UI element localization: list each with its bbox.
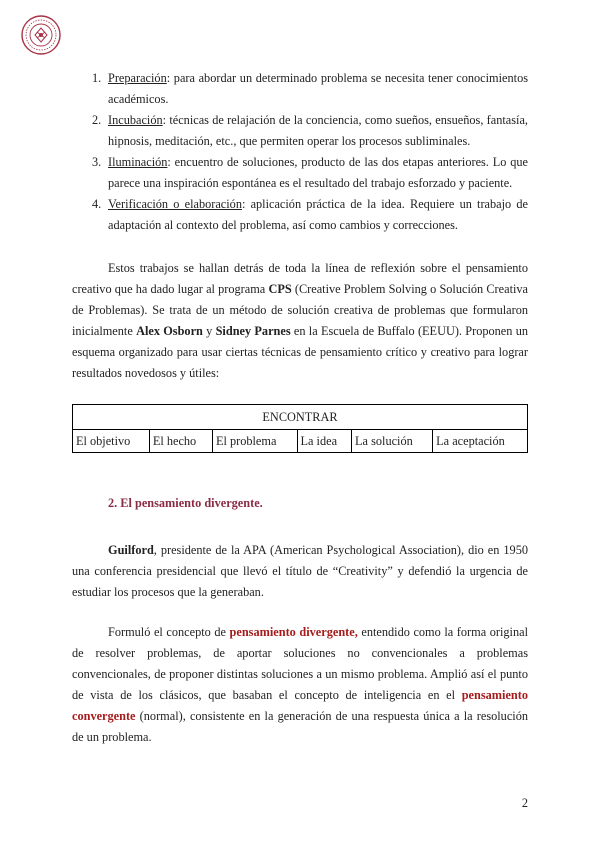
cps-table [72, 404, 528, 453]
cps-text: y [202, 324, 216, 338]
phase-number: 4. [92, 197, 102, 211]
phase-number: 2. [92, 113, 102, 127]
guilford-name: Guilford [108, 543, 154, 557]
guilford-paragraph [72, 540, 528, 603]
phase-item [72, 110, 528, 152]
table-cell: La aceptación [433, 430, 528, 453]
table-cell: El objetivo [73, 430, 150, 453]
phase-text: : técnicas de relajación de la conciencia, como sueños, ensueños, fantasía, hipnosis, meditación, etc., que permiten operar los procesos subliminales. [108, 113, 528, 148]
page-number: 2 [521, 796, 528, 810]
phase-item [72, 152, 528, 194]
cps-text: Estos trabajos se hallan detrás de toda la línea de reflexión sobre el pensamiento creativo que ha dado lugar al programa [72, 261, 528, 296]
convergent-term: pensamiento convergente [72, 688, 528, 723]
cps-acronym: CPS [268, 282, 292, 296]
author-parnes: Sidney Parnes [215, 324, 291, 338]
phase-term: Preparación [108, 71, 167, 85]
phase-term: Incubación [108, 113, 163, 127]
table-cell: El problema [212, 430, 297, 453]
divergent-term: pensamiento divergente, [229, 625, 358, 639]
cps-text: (Creative Problem Solving o Solución Creativa de Problemas). Se trata de un método de solución creativa de problemas que formularon inicialmente [72, 282, 529, 338]
divergent-paragraph [72, 622, 528, 748]
phase-number: 1. [92, 71, 102, 85]
divergent-text: Formuló el concepto de [108, 625, 230, 639]
guilford-text: , presidente de la APA (American Psychological Association), dio en 1950 una conferencia presidencial que llevó el título de “Creativity” y defendió la urgencia de estudiar los procesos que la generaban. [72, 543, 528, 599]
university-seal-icon [20, 14, 62, 56]
phase-term: Verificación o elaboración [108, 197, 242, 211]
divergent-text: entendido como la forma original de resolver problemas, de aportar soluciones no convencionales a problemas convencionales, de proponer distintas soluciones a un mismo problema. Amplió así el punto de vista de los clásicos, que basaban el concepto de inteligencia en el [72, 625, 528, 702]
table-header: ENCONTRAR [73, 405, 528, 430]
phase-term: Iluminación [108, 155, 168, 169]
phase-text: : aplicación práctica de la idea. Requiere un trabajo de adaptación al contexto del problema, así como cambios y correcciones. [108, 197, 528, 232]
phase-item [72, 68, 528, 110]
cps-text: en la Escuela de Buffalo (EEUU). Proponen un esquema organizado para usar ciertas técnicas de pensamiento crítico y creativo para lograr resultados novedosos y útiles: [72, 324, 528, 380]
author-osborn: Alex Osborn [136, 324, 203, 338]
creative-phases-list [72, 68, 528, 236]
section-title: 2. El pensamiento divergente. [108, 496, 263, 510]
phase-text: : para abordar un determinado problema se necesita tener conocimientos académicos. [108, 71, 528, 106]
phase-item [72, 194, 528, 236]
phase-text: : encuentro de soluciones, producto de las dos etapas anteriores. Lo que parece una inspiración espontánea es el resultado del trabajo esforzado y paciente. [108, 155, 528, 190]
cps-paragraph [72, 258, 528, 384]
table-cell: La solución [352, 430, 433, 453]
divergent-text: (normal), consistente en la generación de una respuesta única a la resolución de un problema. [72, 709, 528, 744]
table-cell: La idea [297, 430, 352, 453]
table-row [73, 430, 528, 453]
table-cell: El hecho [149, 430, 212, 453]
phase-number: 3. [92, 155, 102, 169]
